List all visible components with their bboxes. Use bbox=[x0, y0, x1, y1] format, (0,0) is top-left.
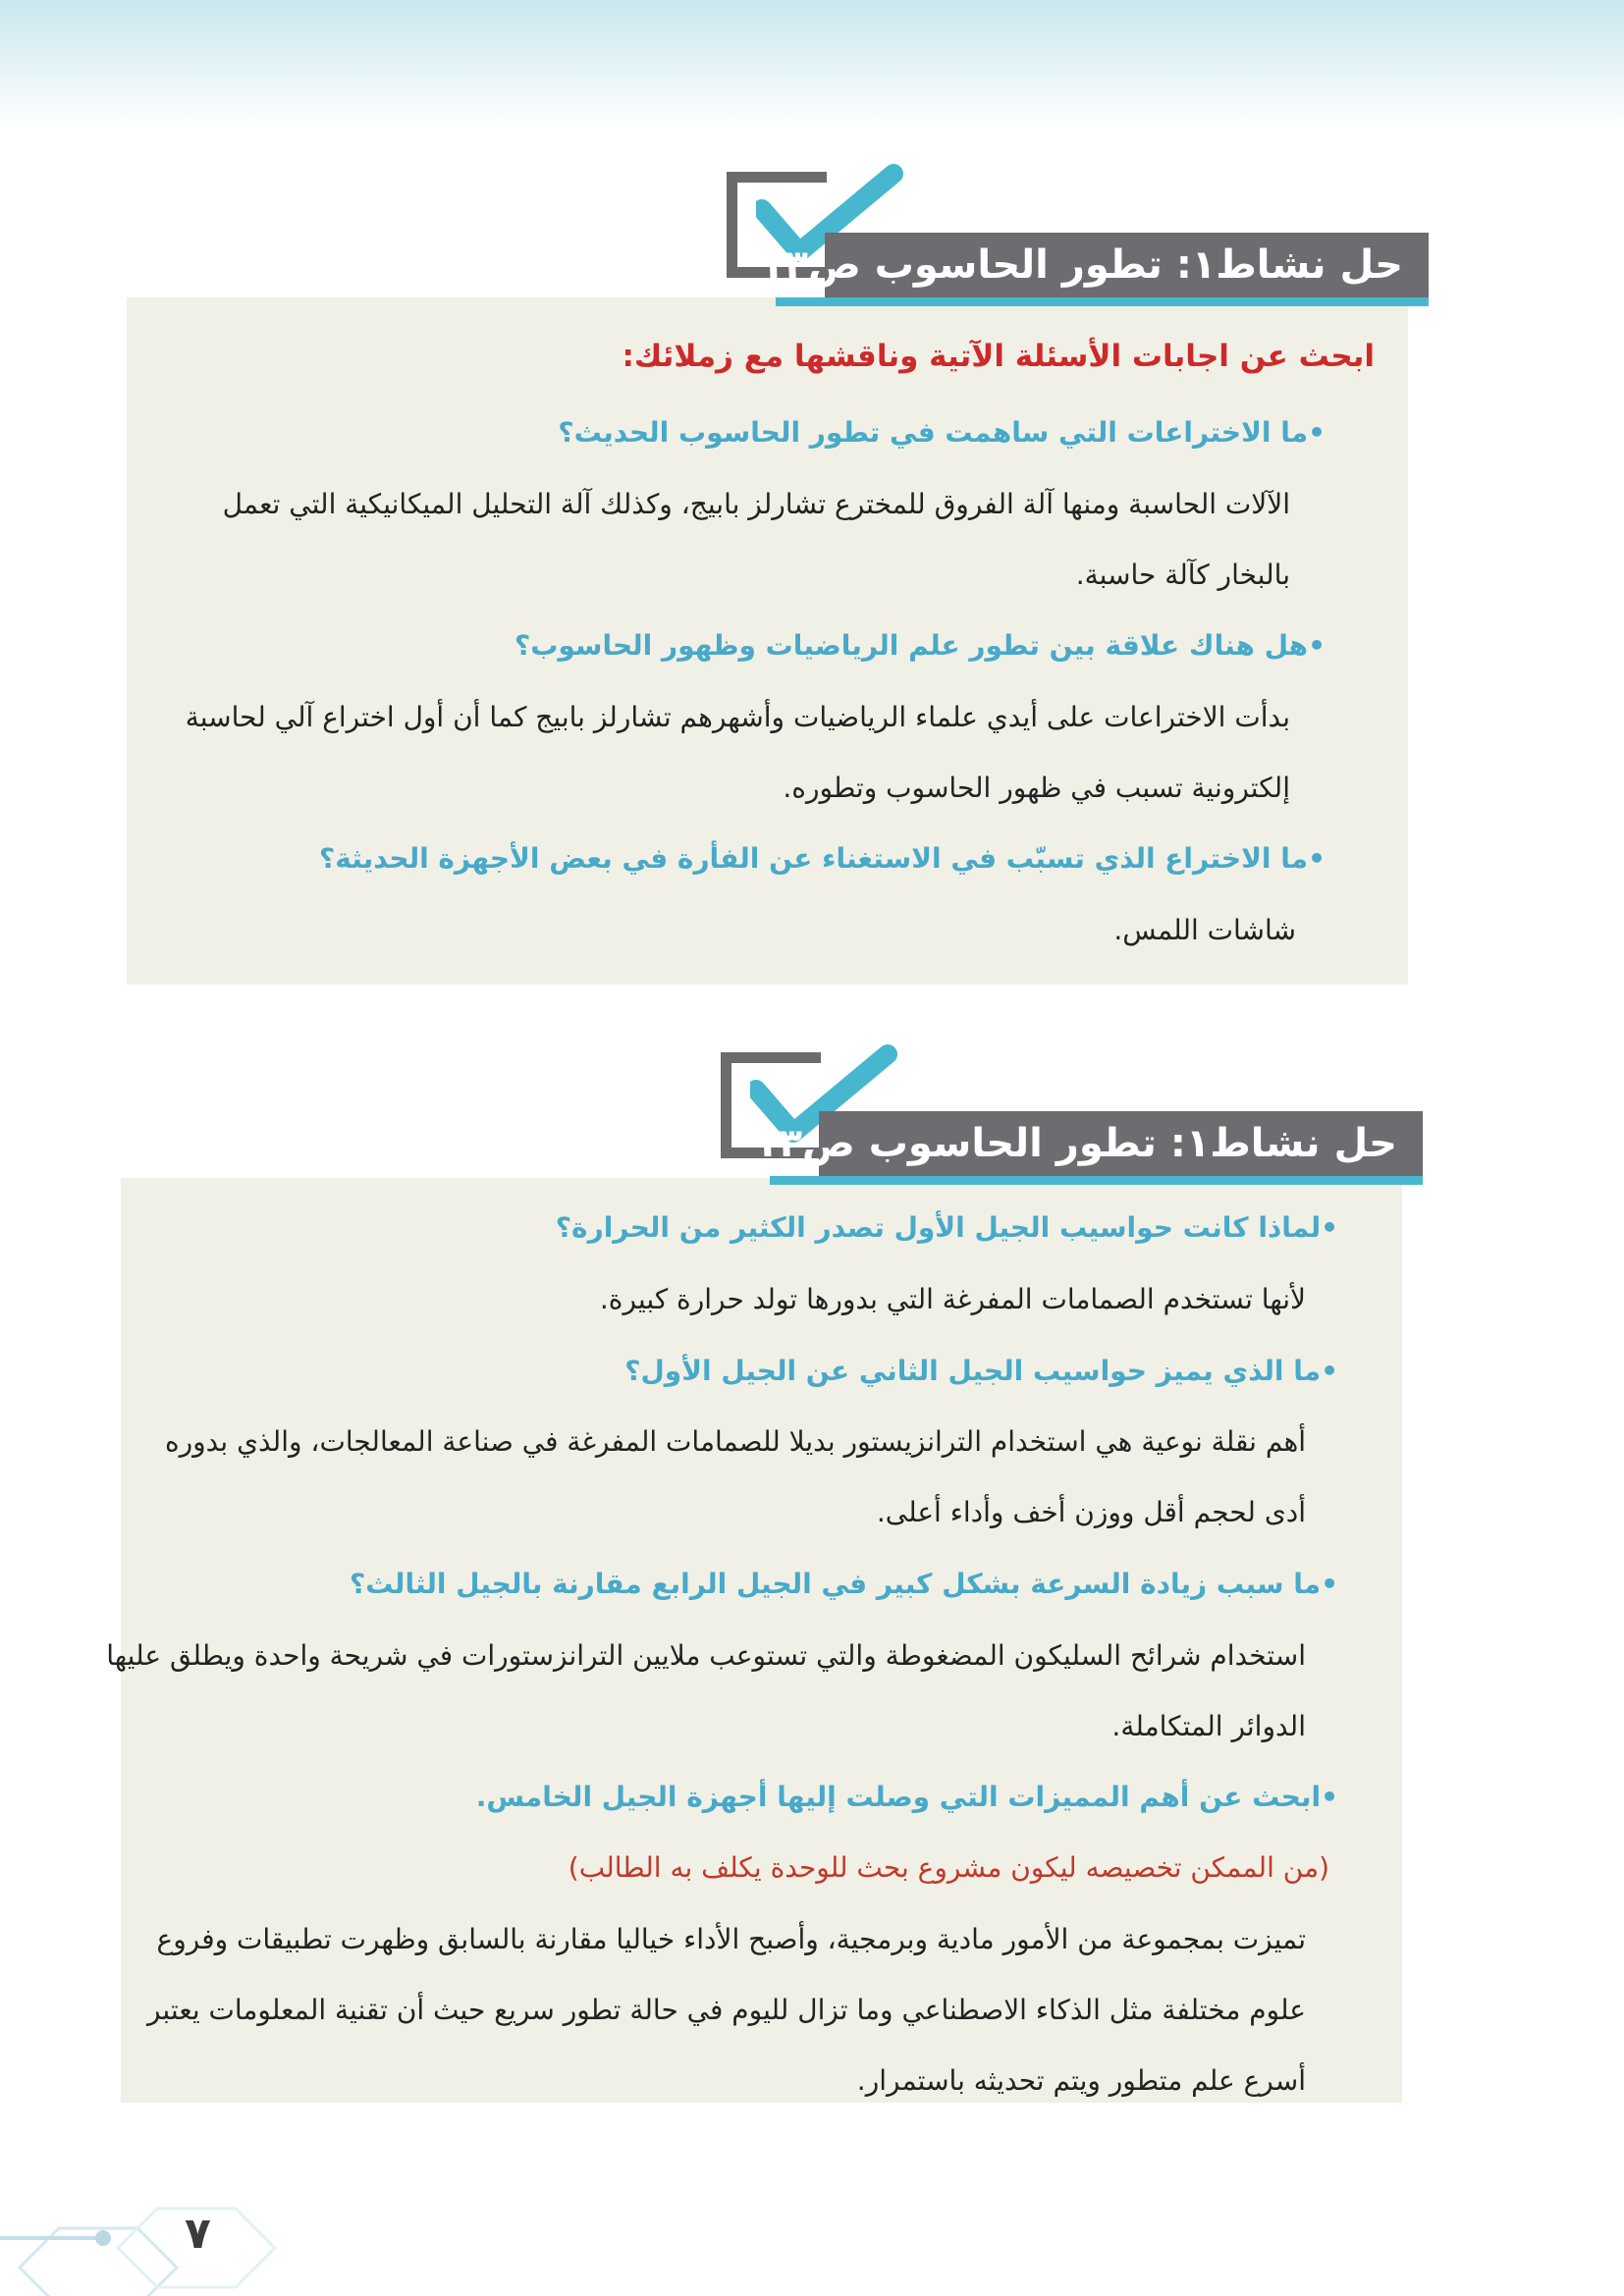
question-1: •ما الاختراعات التي ساهمت في تطور الحاسوب الحديث؟ bbox=[558, 416, 1326, 449]
instruction-text: ابحث عن اجابات الأسئلة الآتية وناقشها مع زملائك: bbox=[622, 339, 1375, 374]
question-5: •ما الذي يميز حواسيب الجيل الثاني عن الجيل الأول؟ bbox=[624, 1355, 1338, 1387]
answer-1-line-2: بالبخار كآلة حاسبة. bbox=[1075, 559, 1290, 591]
question-4: •لماذا كانت حواسيب الجيل الأول تصدر الكثير من الحرارة؟ bbox=[555, 1211, 1338, 1244]
title-underline-2 bbox=[770, 1176, 1423, 1185]
project-note: (من الممكن تخصيصه ليكون مشروع بحث للوحدة يكلف به الطالب) bbox=[568, 1851, 1329, 1884]
answer-4-line-1: لأنها تستخدم الصمامات المفرغة التي بدورها تولد حرارة كبيرة. bbox=[599, 1283, 1306, 1315]
section-title-2: حل نشاط١: تطور الحاسوب ص١٣ bbox=[754, 1121, 1397, 1166]
hexagon-decoration-icon bbox=[0, 2169, 314, 2296]
question-6: •ما سبب زيادة السرعة بشكل كبير في الجيل الرابع مقارنة بالجيل الثالث؟ bbox=[350, 1568, 1338, 1600]
answer-2-line-1: بدأت الاختراعات على أيدي علماء الرياضيات وأشهرهم تشارلز بابيج كما أن أول اختراع آلي لحاسبة bbox=[185, 701, 1290, 733]
section-title-bar-2 bbox=[754, 1111, 1423, 1176]
question-2: •هل هناك علاقة بين تطور علم الرياضيات وظهور الحاسوب؟ bbox=[514, 629, 1326, 662]
answer-6-line-2: الدوائر المتكاملة. bbox=[1111, 1710, 1306, 1742]
question-7: •ابحث عن أهم المميزات التي وصلت إليها أجهزة الجيل الخامس. bbox=[475, 1781, 1338, 1813]
answer-1-line-1: الآلات الحاسبة ومنها آلة الفروق للمخترع تشارلز بابيج، وكذلك آلة التحليل الميكانيكية التي تعمل bbox=[222, 488, 1290, 520]
section-title-1: حل نشاط١: تطور الحاسوب ص١٣ bbox=[760, 242, 1403, 288]
title-underline-1 bbox=[776, 297, 1429, 306]
answer-7-line-1: تميزت بمجموعة من الأمور مادية وبرمجية، وأصبح الأداء خياليا مقارنة بالسابق وظهرت تطبيقات وفروع bbox=[156, 1923, 1306, 1955]
answer-7-line-2: علوم مختلفة مثل الذكاء الاصطناعي وما تزال لليوم في حالة تطور سريع حيث أن تقنية المعلومات يعتبر bbox=[146, 1994, 1306, 2026]
question-3: •ما الاختراع الذي تسبّب في الاستغناء عن الفأرة في بعض الأجهزة الحديثة؟ bbox=[319, 842, 1326, 875]
answer-6-line-1: استخدام شرائح السليكون المضغوطة والتي تستوعب ملايين الترانزستورات في شريحة واحدة ويطلق عليها bbox=[106, 1639, 1306, 1672]
top-gradient-band bbox=[0, 0, 1624, 128]
page-number: ٧ bbox=[185, 2209, 211, 2259]
answer-2-line-2: إلكترونية تسبب في ظهور الحاسوب وتطوره. bbox=[783, 772, 1290, 804]
answer-7-line-3: أسرع علم متطور ويتم تحديثه باستمرار. bbox=[856, 2064, 1306, 2097]
answer-3-line-1: شاشات اللمس. bbox=[1113, 914, 1296, 946]
answer-5-line-1: أهم نقلة نوعية هي استخدام الترانزيستور بديلا للصمامات المفرغة في صناعة المعالجات، والذي بدوره bbox=[164, 1425, 1306, 1458]
answer-5-line-2: أدى لحجم أقل ووزن أخف وأداء أعلى. bbox=[876, 1496, 1306, 1528]
section-title-bar-1 bbox=[760, 233, 1429, 297]
